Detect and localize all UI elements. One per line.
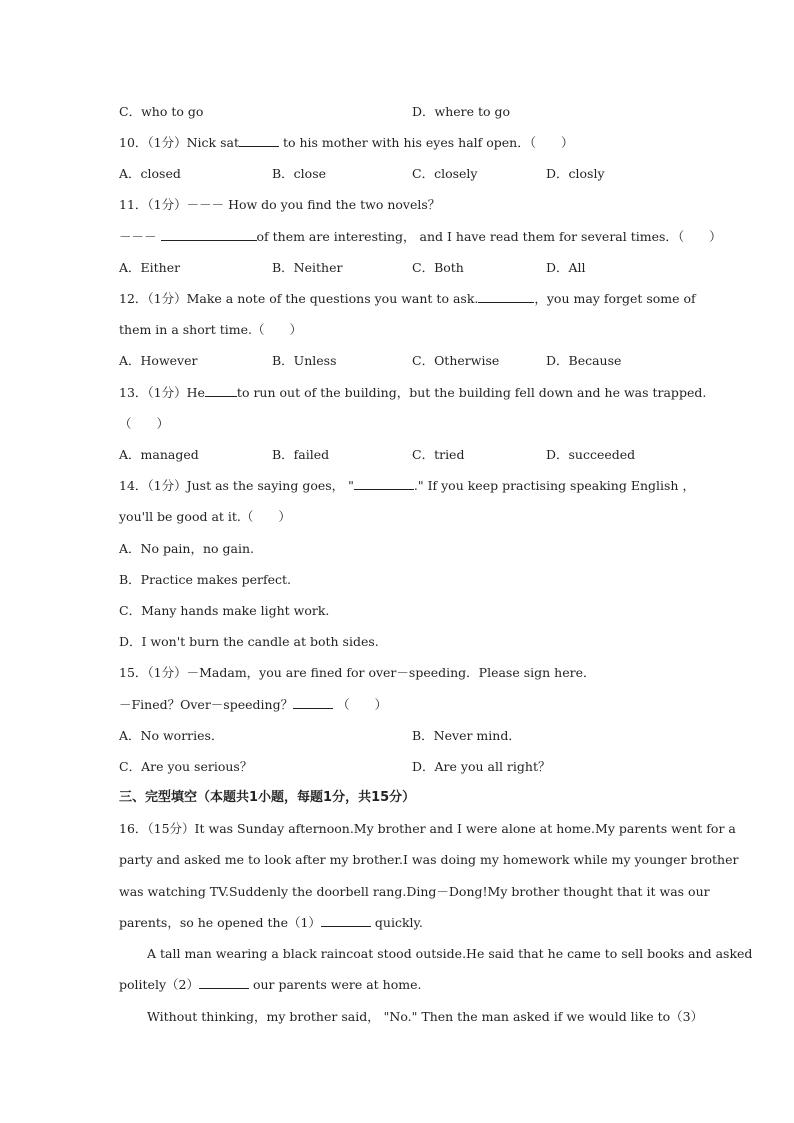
q16-passage-line2: party and asked me to look after my brother.I was doing my homework while my younger brother <box>119 852 739 867</box>
q11-stem-part2: of them are interesting， and I have read them for several times．（ ） <box>256 229 722 244</box>
q12-option-c: C．Otherwise <box>412 353 500 368</box>
q12-option-a: A．However <box>119 353 198 368</box>
q15-stem-part2: （ ） <box>337 697 388 712</box>
q12-option-b: B．Unless <box>272 353 337 368</box>
q12-blank <box>478 289 534 303</box>
q15-blank <box>293 695 333 709</box>
q13-option-d: D．succeeded <box>546 447 636 462</box>
q15-option-d: D．Are you all right？ <box>412 759 551 774</box>
q14-stem-line2: you'll be good at it.（ ） <box>119 509 291 524</box>
q14-option-c: C．Many hands make light work. <box>119 603 330 618</box>
q16-line6-part1: politely（2） <box>119 977 199 992</box>
q13-option-a: A．managed <box>119 447 199 462</box>
q12-stem-line2: them in a short time.（ ） <box>119 322 302 337</box>
q16-blank-2 <box>199 975 249 989</box>
q14-option-b: B．Practice makes perfect. <box>119 572 291 587</box>
q13-blank <box>205 383 237 397</box>
q11-option-b: B．Neither <box>272 260 343 275</box>
q15-option-a: A．No worries． <box>119 728 224 743</box>
q15-option-c: C．Are you serious？ <box>119 759 253 774</box>
section-3-heading: 三、完型填空（本题共1小题，每题1分，共15分） <box>119 790 416 805</box>
q16-passage-line7: Without thinking，my brother said， "No." Then the man asked if we would like to（3） <box>147 1009 704 1024</box>
q12-option-d: D．Because <box>546 353 622 368</box>
q11-option-a: A．Either <box>119 260 181 275</box>
q10-option-b: B．close <box>272 166 327 181</box>
q9-option-c: C．who to go <box>119 104 204 119</box>
q11-blank <box>161 227 257 241</box>
q10-stem <box>119 133 573 153</box>
q14-blank <box>354 476 414 490</box>
q11-dash: －－－ <box>119 229 157 244</box>
q15-stem-part1: －Fined？Over－speeding？ <box>119 697 294 712</box>
q10-stem-part1: 10．（1分）Nick sat <box>119 135 239 150</box>
q11-option-d: D．All <box>546 260 586 275</box>
q13-stem-part2: to run out of the building，but the building fell down and he was trapped. <box>236 385 707 400</box>
q10-option-a: A．closed <box>119 166 181 181</box>
q16-passage-line6 <box>119 975 421 995</box>
q16-blank-1 <box>321 913 371 927</box>
q16-passage-line4 <box>119 913 423 933</box>
q11-option-c: C．Both <box>412 260 464 275</box>
q16-passage-line3: was watching TV.Suddenly the doorbell rang.Ding－Dong!My brother thought that it was our <box>119 884 710 899</box>
q14-stem <box>119 476 695 496</box>
q13-stem-part1: 13．（1分）He <box>119 385 205 400</box>
q14-option-d: D．I won't burn the candle at both sides. <box>119 634 379 649</box>
q14-stem-part1: 14．（1分）Just as the saying goes， " <box>119 478 354 493</box>
q14-stem-part2: ." If you keep practising speaking English ， <box>413 478 695 493</box>
q13-stem-line2: （ ） <box>119 416 170 431</box>
q9-option-d: D．where to go <box>412 104 511 119</box>
q16-passage-line5: A tall man wearing a black raincoat stood outside.He said that he came to sell books and asked <box>147 946 753 961</box>
q10-blank <box>239 133 279 147</box>
q15-stem-line2 <box>119 695 387 715</box>
q16-passage-line1: 16．（15分）It was Sunday afternoon.My brother and I were alone at home.My parents went for a <box>119 821 736 836</box>
q10-option-d: D．closly <box>546 166 605 181</box>
q12-stem <box>119 289 696 309</box>
q16-line4-part2: quickly. <box>370 915 423 930</box>
q11-stem: 11．（1分）－－－ How do you find the two novels？ <box>119 197 441 212</box>
q13-option-b: B．failed <box>272 447 330 462</box>
q11-stem-line2 <box>119 227 722 247</box>
q12-stem-part1: 12．（1分）Make a note of the questions you want to ask. <box>119 291 479 306</box>
q16-line6-part2: our parents were at home. <box>248 977 422 992</box>
q16-line4-part1: parents，so he opened the（1） <box>119 915 321 930</box>
q15-stem: 15．（1分）－Madam，you are fined for over－speeding．Please sign here． <box>119 665 596 680</box>
q14-option-a: A．No pain，no gain. <box>119 541 254 556</box>
q12-stem-part2: ，you may forget some of <box>534 291 696 306</box>
q13-stem <box>119 383 706 403</box>
q15-option-b: B．Never mind． <box>412 728 521 743</box>
q10-stem-part2: to his mother with his eyes half open．（ ） <box>278 135 574 150</box>
q13-option-c: C．tried <box>412 447 465 462</box>
q10-option-c: C．closely <box>412 166 478 181</box>
